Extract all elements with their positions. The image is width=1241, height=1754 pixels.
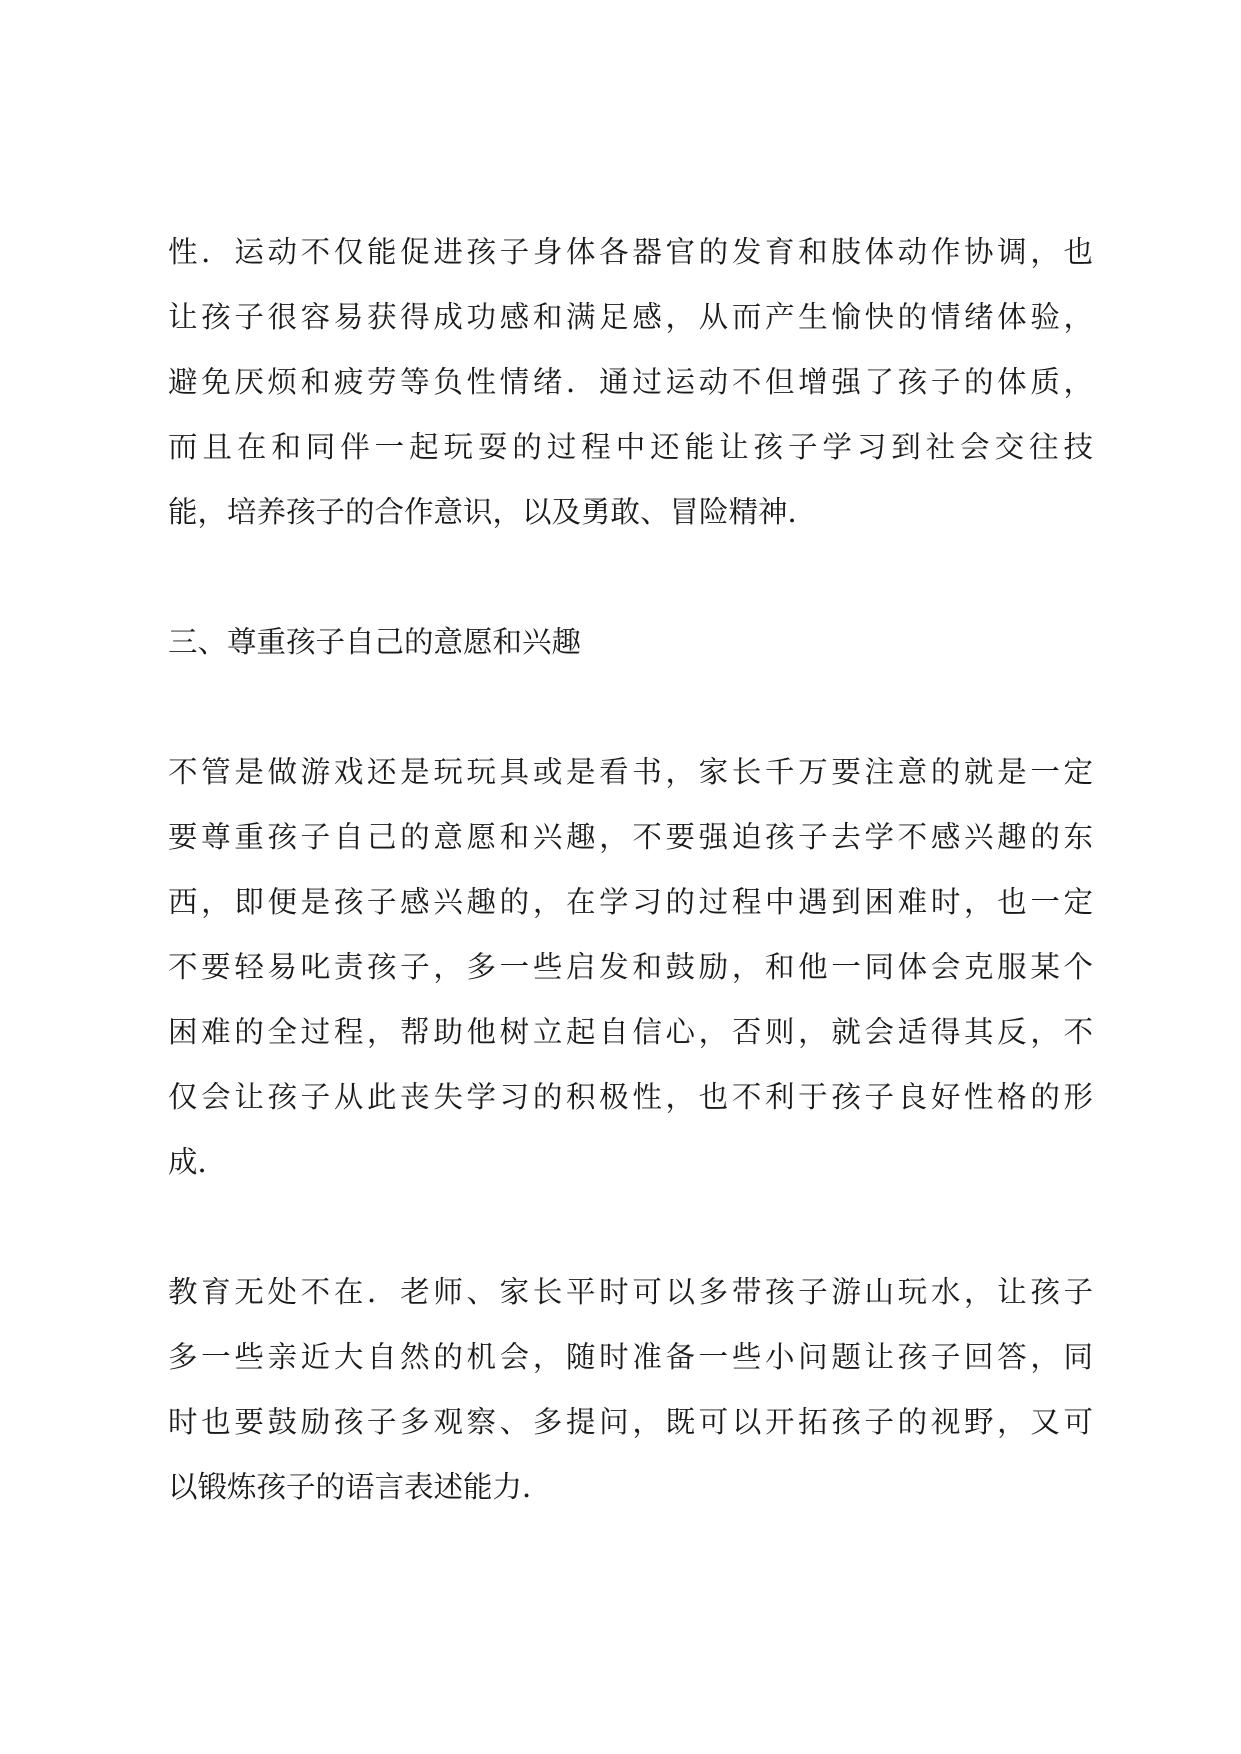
text-line: 仅会让孩子从此丧失学习的积极性，也不利于孩子良好性格的形 <box>168 1080 1093 1114</box>
text-line: 不管是做游戏还是玩玩具或是看书，家长千万要注意的就是一定 <box>168 755 1093 789</box>
paragraph-education-everywhere <box>168 1260 1093 1520</box>
text-line: 而且在和同伴一起玩耍的过程中还能让孩子学习到社会交往技 <box>168 430 1093 464</box>
text-line: 性．运动不仅能促进孩子身体各器官的发育和肢体动作协调，也 <box>168 235 1093 269</box>
paragraph-respect-interests <box>168 740 1093 1195</box>
text-line: 以锻炼孩子的语言表述能力． <box>168 1470 552 1504</box>
paragraph-gap <box>168 1195 1093 1260</box>
paragraph-exercise-benefits <box>168 220 1093 545</box>
text-line: 时也要鼓励孩子多观察、多提问，既可以开拓孩子的视野，又可 <box>168 1405 1093 1439</box>
text-line: 困难的全过程，帮助他树立起自信心，否则，就会适得其反，不 <box>168 1015 1093 1049</box>
text-line: 要尊重孩子自己的意愿和兴趣，不要强迫孩子去学不感兴趣的东 <box>168 820 1093 854</box>
text-line: 不要轻易叱责孩子，多一些启发和鼓励，和他一同体会克服某个 <box>168 950 1093 984</box>
paragraph-gap <box>168 675 1093 740</box>
paragraph-gap <box>168 545 1093 610</box>
text-line: 西，即便是孩子感兴趣的，在学习的过程中遇到困难时，也一定 <box>168 885 1093 919</box>
text-line: 成． <box>168 1145 228 1179</box>
text-line: 避免厌烦和疲劳等负性情绪．通过运动不但增强了孩子的体质， <box>168 365 1093 399</box>
text-line: 让孩子很容易获得成功感和满足感，从而产生愉快的情绪体验， <box>168 300 1093 334</box>
text-line: 多一些亲近大自然的机会，随时准备一些小问题让孩子回答，同 <box>168 1340 1093 1374</box>
section-heading: 三、尊重孩子自己的意愿和兴趣 <box>168 625 582 659</box>
text-line: 教育无处不在．老师、家长平时可以多带孩子游山玩水，让孩子 <box>168 1275 1093 1309</box>
document-body <box>168 220 1093 1520</box>
text-line: 能，培养孩子的合作意识，以及勇敢、冒险精神． <box>168 495 818 529</box>
